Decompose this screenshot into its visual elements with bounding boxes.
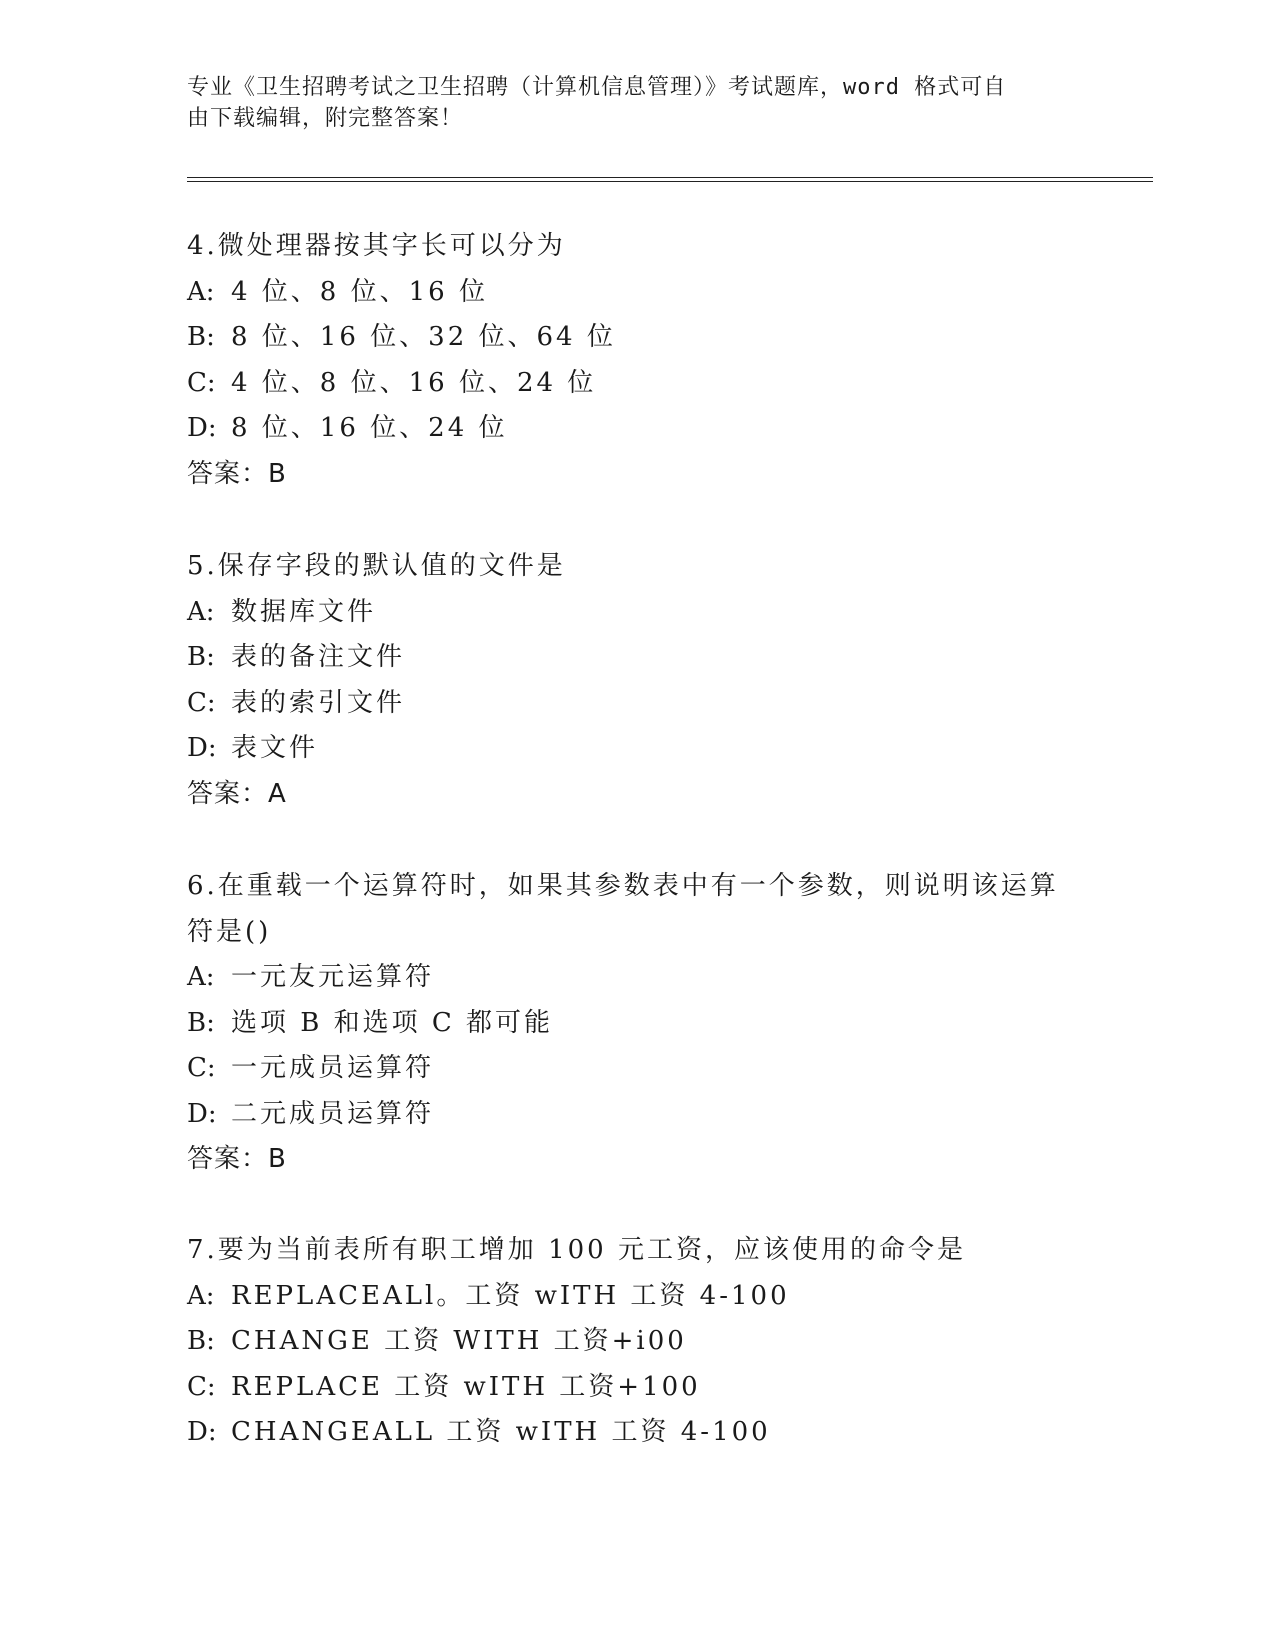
option-text: 数据库文件 [231,596,377,627]
question-stem-continued: 符是() [187,916,272,947]
option-letter: A: [187,1280,215,1311]
option-b [187,315,1067,361]
question-4 [187,224,1067,497]
option-letter: D: [187,1098,217,1129]
option-letter: A: [187,276,215,307]
option-text: CHANGEALL 工资 wITH 工资 4-100 [231,1417,771,1447]
option-text: 8 位、16 位、24 位 [231,413,508,443]
option-c [187,361,1067,407]
option-letter: C: [187,367,216,398]
option-text: 选项 B 和选项 C 都可能 [231,1007,554,1038]
question-5 [187,544,1067,817]
option-b [187,1001,1067,1047]
answer-text: 答案：B [187,458,287,489]
option-text: CHANGE 工资 WITH 工资+i00 [231,1326,687,1356]
option-a [187,590,1067,636]
option-c [187,681,1067,727]
question-7 [187,1228,1067,1456]
option-a [187,270,1067,316]
document-header [187,72,1067,134]
option-text: 8 位、16 位、32 位、64 位 [231,322,616,352]
option-text: 表的备注文件 [231,642,406,672]
option-text: 表的索引文件 [231,687,406,718]
option-letter: B: [187,322,215,352]
answer-text: 答案：A [187,778,287,809]
option-letter: D: [187,733,217,763]
option-letter: C: [187,687,216,718]
option-d [187,1092,1067,1138]
option-letter: B: [187,1326,215,1356]
option-text: 二元成员运算符 [231,1098,435,1129]
option-text: 一元友元运算符 [231,962,435,992]
header-divider [187,177,1153,182]
option-letter: B: [187,642,215,672]
option-b [187,1319,1067,1365]
question-stem: 4.微处理器按其字长可以分为 [187,231,566,261]
option-c [187,1365,1067,1411]
option-c [187,1046,1067,1092]
option-letter: D: [187,413,217,443]
option-text: 4 位、8 位、16 位、24 位 [231,367,597,398]
option-d [187,726,1067,772]
option-text: 表文件 [231,733,319,763]
option-a [187,1274,1067,1320]
option-text: 一元成员运算符 [231,1053,435,1083]
option-text: REPLACEALl。工资 wITH 工资 4-100 [231,1280,790,1311]
option-letter: A: [187,962,215,992]
option-text: REPLACE 工资 wITH 工资+100 [231,1371,701,1402]
option-letter: A: [187,596,215,627]
question-stem: 5.保存字段的默认值的文件是 [187,551,566,581]
question-stem: 7.要为当前表所有职工增加 100 元工资，应该使用的命令是 [187,1235,966,1265]
option-d [187,406,1067,452]
option-letter: C: [187,1371,216,1402]
header-line-1: 专业《卫生招聘考试之卫生招聘（计算机信息管理）》考试题库，word 格式可自 [187,75,1007,100]
option-letter: D: [187,1417,217,1447]
question-stem: 6.在重载一个运算符时，如果其参数表中有一个参数，则说明该运算 [187,871,1059,901]
option-b [187,635,1067,681]
option-text: 4 位、8 位、16 位 [231,276,488,307]
answer-text: 答案：B [187,1144,287,1174]
option-letter: C: [187,1053,216,1083]
header-line-2: 由下载编辑，附完整答案！ [187,106,464,131]
question-6 [187,864,1067,1183]
option-a [187,955,1067,1001]
option-d [187,1410,1067,1456]
option-letter: B: [187,1007,215,1038]
